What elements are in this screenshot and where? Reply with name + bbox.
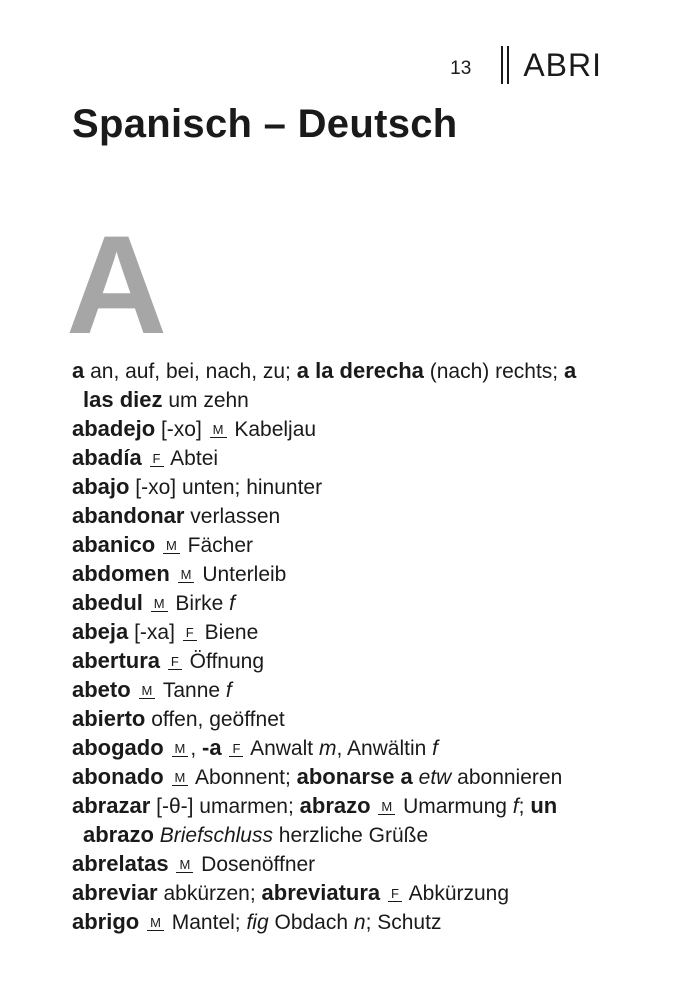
gender-marker: M: [172, 742, 189, 757]
gender-marker: M: [178, 568, 195, 583]
dictionary-entry: [72, 705, 612, 734]
definition-text: Obdach: [268, 911, 354, 934]
grammar-note: f: [512, 795, 519, 818]
definition-text: [-xo]: [155, 418, 208, 441]
definition-text: [164, 766, 170, 789]
headword: abandonar: [72, 503, 185, 528]
headword: -a: [202, 735, 222, 760]
definition-text: [131, 679, 137, 702]
definition-text: herzliche Grüße: [272, 824, 429, 847]
definition-text: [160, 650, 166, 673]
headword: a las diez: [83, 358, 577, 412]
definition-text: Anwalt: [245, 737, 319, 760]
dictionary-entry: [72, 618, 612, 647]
running-head: ABRI: [523, 46, 602, 83]
definition-text: abonnieren: [451, 766, 563, 789]
definition-text: ; Schutz: [365, 911, 442, 934]
headword: abogado: [72, 735, 164, 760]
definition-text: ;: [518, 795, 531, 818]
headword: a: [72, 358, 85, 383]
definition-text: (nach) rechts;: [423, 360, 564, 383]
definition-text: [222, 737, 228, 760]
gender-marker: M: [139, 684, 156, 699]
headword: abonado: [72, 764, 164, 789]
gender-marker: M: [172, 771, 189, 786]
header-divider: [501, 46, 509, 84]
definition-text: [-xo] unten; hinunter: [129, 476, 323, 499]
definition-text: Abonnent;: [190, 766, 297, 789]
gender-marker: F: [168, 655, 182, 670]
definition-text: Mantel;: [165, 911, 247, 934]
definition-text: offen, geöffnet: [145, 708, 285, 731]
gender-marker: F: [388, 887, 402, 902]
definition-text: Biene: [198, 621, 259, 644]
headword: abertura: [72, 648, 161, 673]
headword: a la derecha: [296, 358, 424, 383]
definition-text: , Anwältin: [336, 737, 433, 760]
gender-marker: M: [151, 597, 168, 612]
definition-text: Fächer: [181, 534, 254, 557]
dictionary-entry: [72, 850, 612, 879]
headword: abeja: [72, 619, 129, 644]
dictionary-entry: [72, 560, 612, 589]
grammar-note: fig: [246, 911, 269, 934]
definition-text: verlassen: [184, 505, 281, 528]
headword: abadejo: [72, 416, 156, 441]
gender-marker: M: [176, 858, 193, 873]
definition-text: Birke: [169, 592, 230, 615]
definition-text: [169, 853, 175, 876]
definition-text: [142, 447, 148, 470]
definition-text: [-θ-] umarmen;: [150, 795, 300, 818]
headword: abreviar: [72, 880, 158, 905]
section-letter: A: [66, 206, 168, 363]
dictionary-entry: [72, 763, 612, 792]
definition-text: Unterleib: [196, 563, 287, 586]
gender-marker: M: [378, 800, 395, 815]
grammar-note: f: [432, 737, 439, 760]
definition-text: [139, 911, 145, 934]
dictionary-entry: [72, 502, 612, 531]
dictionary-entry: [72, 879, 612, 908]
headword: abierto: [72, 706, 146, 731]
definition-text: Abtei: [165, 447, 219, 470]
headword: abreviatura: [261, 880, 381, 905]
definition-text: [164, 737, 170, 760]
headword: abeto: [72, 677, 131, 702]
headword: abajo: [72, 474, 130, 499]
grammar-note: m: [318, 737, 337, 760]
definition-text: Kabeljau: [228, 418, 317, 441]
definition-text: Abkürzung: [403, 882, 510, 905]
definition-text: [371, 795, 377, 818]
definition-text: [155, 534, 161, 557]
headword: abonarse a: [296, 764, 413, 789]
gender-marker: F: [183, 626, 197, 641]
dictionary-entry: [72, 734, 612, 763]
dictionary-entry: [72, 589, 612, 618]
headword: abedul: [72, 590, 143, 615]
headword: abrigo: [72, 909, 140, 934]
grammar-note: Briefschluss: [159, 824, 273, 847]
dictionary-entries: [72, 357, 612, 937]
headword: abrazo: [299, 793, 371, 818]
page-number: 13: [450, 58, 472, 79]
grammar-note: f: [225, 679, 232, 702]
definition-text: [-xa]: [128, 621, 181, 644]
dictionary-entry: [72, 647, 612, 676]
dictionary-entry: [72, 908, 612, 937]
headword: abrelatas: [72, 851, 169, 876]
gender-marker: F: [150, 452, 164, 467]
definition-text: Dosenöffner: [195, 853, 316, 876]
definition-text: an, auf, bei, nach, zu;: [84, 360, 297, 383]
dictionary-entry: [72, 444, 612, 473]
definition-text: Öffnung: [183, 650, 265, 673]
headword: abanico: [72, 532, 156, 557]
gender-marker: F: [229, 742, 243, 757]
definition-text: [170, 563, 176, 586]
dictionary-entry: [72, 357, 612, 415]
headword: un abrazo: [83, 793, 558, 847]
dictionary-entry: [72, 676, 612, 705]
grammar-note: n: [353, 911, 366, 934]
gender-marker: M: [163, 539, 180, 554]
headword: abrazar: [72, 793, 151, 818]
definition-text: Umarmung: [397, 795, 513, 818]
dictionary-entry: [72, 531, 612, 560]
dictionary-entry: [72, 415, 612, 444]
definition-text: [380, 882, 386, 905]
gender-marker: M: [210, 423, 227, 438]
headword: abdomen: [72, 561, 170, 586]
definition-text: um zehn: [162, 389, 249, 412]
gender-marker: M: [147, 916, 164, 931]
definition-text: ,: [190, 737, 203, 760]
dictionary-entry: [72, 473, 612, 502]
definition-text: abkürzen;: [157, 882, 262, 905]
grammar-note: f: [229, 592, 235, 615]
definition-text: Tanne: [157, 679, 226, 702]
dictionary-entry: [72, 792, 612, 850]
definition-text: [143, 592, 149, 615]
page-title: Spanisch – Deutsch: [72, 102, 458, 146]
grammar-note: etw: [418, 766, 452, 789]
headword: abadía: [72, 445, 142, 470]
running-header: [450, 46, 602, 84]
